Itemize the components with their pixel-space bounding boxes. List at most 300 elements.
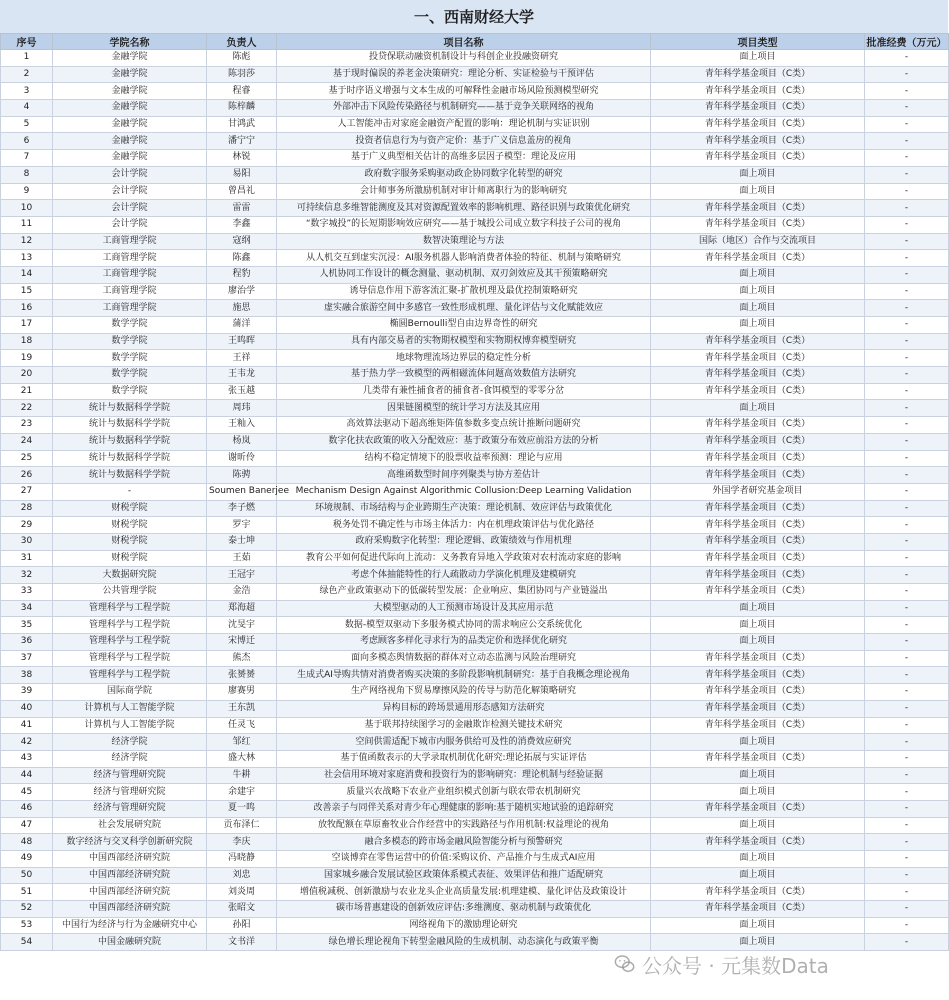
project-type: 外国学者研究基金项目	[651, 483, 865, 500]
row-number: 33	[1, 584, 53, 601]
approved-funding: -	[865, 834, 949, 851]
approved-funding: -	[865, 367, 949, 384]
project-name: 数智决策理论与方法	[277, 233, 651, 250]
college-name: 社会发展研究院	[53, 817, 207, 834]
principal-name: 蒲洋	[207, 317, 277, 334]
table-row	[1, 700, 949, 717]
project-type: 面上项目	[651, 283, 865, 300]
approved-funding: -	[865, 183, 949, 200]
approved-funding: -	[865, 83, 949, 100]
table-row	[1, 634, 949, 651]
project-type: 青年科学基金项目（C类）	[651, 884, 865, 901]
approved-funding: -	[865, 884, 949, 901]
table-row	[1, 667, 949, 684]
principal-name: 刘忠	[207, 867, 277, 884]
row-number: 25	[1, 450, 53, 467]
principal-name: 余建宇	[207, 784, 277, 801]
approved-funding: -	[865, 684, 949, 701]
table-row	[1, 233, 949, 250]
principal-name: 李子燃	[207, 500, 277, 517]
college-name: 经济学院	[53, 734, 207, 751]
college-name: 统计与数据科学学院	[53, 433, 207, 450]
column-header: 学院名称	[53, 34, 207, 50]
row-number: 14	[1, 266, 53, 283]
approved-funding: -	[865, 800, 949, 817]
project-type: 青年科学基金项目（C类）	[651, 383, 865, 400]
college-name: 工商管理学院	[53, 283, 207, 300]
college-name: 工商管理学院	[53, 300, 207, 317]
principal-name: 施思	[207, 300, 277, 317]
principal-name: 甘鸿武	[207, 116, 277, 133]
project-type: 面上项目	[651, 817, 865, 834]
college-name: 数学学院	[53, 333, 207, 350]
approved-funding: -	[865, 233, 949, 250]
table-row	[1, 851, 949, 868]
project-type: 青年科学基金项目（C类）	[651, 417, 865, 434]
approved-funding: -	[865, 934, 949, 951]
principal-name: 孙阳	[207, 917, 277, 934]
approved-funding: -	[865, 901, 949, 918]
project-type: 青年科学基金项目（C类）	[651, 216, 865, 233]
project-type: 青年科学基金项目（C类）	[651, 700, 865, 717]
principal-name: 陈羽莎	[207, 66, 277, 83]
project-name: 诱导信息作用下游客流汇聚-扩散机理及最优控制策略研究	[277, 283, 651, 300]
principal-name: 程豹	[207, 266, 277, 283]
row-number: 28	[1, 500, 53, 517]
project-name: 几类带有兼性捕食者的捕食者-食饵模型的零零分岔	[277, 383, 651, 400]
page-title: 一、西南财经大学	[0, 0, 948, 34]
college-name: 财税学院	[53, 500, 207, 517]
column-header: 序号	[1, 34, 53, 50]
project-type: 面上项目	[651, 300, 865, 317]
project-name: 碳市场普惠建设的创新效应评估:多维测度、驱动机制与政策优化	[277, 901, 651, 918]
college-name: 计算机与人工智能学院	[53, 717, 207, 734]
table-row	[1, 600, 949, 617]
project-type: 面上项目	[651, 617, 865, 634]
project-type: 青年科学基金项目（C类）	[651, 116, 865, 133]
project-type: 青年科学基金项目（C类）	[651, 100, 865, 117]
project-name: 生成式AI导购共情对消费者购买决策的多阶段影响机制研究：基于自我概念理论视角	[277, 667, 651, 684]
principal-name: 王茹	[207, 550, 277, 567]
college-name: 金融学院	[53, 100, 207, 117]
college-name: 金融学院	[53, 83, 207, 100]
project-type: 青年科学基金项目（C类）	[651, 650, 865, 667]
table-row	[1, 834, 949, 851]
college-name: 经济与管理研究院	[53, 767, 207, 784]
row-number: 13	[1, 250, 53, 267]
college-name: 中国金融研究院	[53, 934, 207, 951]
college-name: 中国行为经济与行为金融研究中心	[53, 917, 207, 934]
principal-name: 廖赛男	[207, 684, 277, 701]
principal-name: 寇纲	[207, 233, 277, 250]
table-row	[1, 150, 949, 167]
table-row	[1, 901, 949, 918]
approved-funding: -	[865, 216, 949, 233]
college-name: 工商管理学院	[53, 250, 207, 267]
project-name: 网络视角下的激励理论研究	[277, 917, 651, 934]
table-row	[1, 817, 949, 834]
principal-name: 程睿	[207, 83, 277, 100]
table-row	[1, 584, 949, 601]
project-type: 青年科学基金项目（C类）	[651, 450, 865, 467]
college-name: 金融学院	[53, 133, 207, 150]
project-type: 青年科学基金项目（C类）	[651, 717, 865, 734]
project-type: 青年科学基金项目（C类）	[651, 367, 865, 384]
project-name: 人工智能冲击对家庭金融资产配置的影响：理论机制与实证识别	[277, 116, 651, 133]
project-type: 青年科学基金项目（C类）	[651, 200, 865, 217]
principal-name: 王籼入	[207, 417, 277, 434]
row-number: 50	[1, 867, 53, 884]
college-name: 中国西部经济研究院	[53, 901, 207, 918]
table-row	[1, 183, 949, 200]
row-number: 9	[1, 183, 53, 200]
project-table	[0, 33, 949, 951]
project-name: 高效算法驱动下超高维矩阵值参数多变点统计推断问题研究	[277, 417, 651, 434]
approved-funding: -	[865, 851, 949, 868]
row-number: 40	[1, 700, 53, 717]
project-type: 青年科学基金项目（C类）	[651, 66, 865, 83]
approved-funding: -	[865, 400, 949, 417]
college-name: 大数据研究院	[53, 567, 207, 584]
college-name: 中国西部经济研究院	[53, 867, 207, 884]
approved-funding: -	[865, 166, 949, 183]
principal-name: Soumen Banerjee	[207, 483, 277, 500]
approved-funding: -	[865, 266, 949, 283]
project-type: 青年科学基金项目（C类）	[651, 150, 865, 167]
row-number: 24	[1, 433, 53, 450]
principal-name: 泰士坤	[207, 533, 277, 550]
project-type: 青年科学基金项目（C类）	[651, 333, 865, 350]
project-name: 大模型驱动的人工预测市场设计及其应用示范	[277, 600, 651, 617]
project-type: 面上项目	[651, 634, 865, 651]
table-row	[1, 50, 949, 67]
principal-name: 文书洋	[207, 934, 277, 951]
project-type: 国际（地区）合作与交流项目	[651, 233, 865, 250]
principal-name: 贡布泽仁	[207, 817, 277, 834]
table-row	[1, 684, 949, 701]
principal-name: 任灵飞	[207, 717, 277, 734]
approved-funding: -	[865, 617, 949, 634]
project-name: 考虑个体抽能特性的行人疏散动力学演化机理及建模研究	[277, 567, 651, 584]
approved-funding: -	[865, 467, 949, 484]
project-type: 青年科学基金项目（C类）	[651, 584, 865, 601]
table-row	[1, 483, 949, 500]
table-row	[1, 200, 949, 217]
project-type: 青年科学基金项目（C类）	[651, 500, 865, 517]
project-type: 面上项目	[651, 600, 865, 617]
principal-name: 郑海超	[207, 600, 277, 617]
principal-name: 沈旻宇	[207, 617, 277, 634]
wechat-icon	[614, 953, 636, 975]
project-name: 社会信用环境对家庭消费和投资行为的影响研究：理论机制与经验证据	[277, 767, 651, 784]
table-row	[1, 533, 949, 550]
approved-funding: -	[865, 133, 949, 150]
row-number: 45	[1, 784, 53, 801]
project-name: 税务处罚不确定性与市场主体活力：内在机理政策评估与优化路径	[277, 517, 651, 534]
row-number: 8	[1, 166, 53, 183]
approved-funding: -	[865, 250, 949, 267]
project-name: 国家城乡融合发展试验区政策体系模式表征、效果评估和推广适配研究	[277, 867, 651, 884]
college-name: 管理科学与工程学院	[53, 634, 207, 651]
row-number: 15	[1, 283, 53, 300]
row-number: 54	[1, 934, 53, 951]
row-number: 21	[1, 383, 53, 400]
row-number: 22	[1, 400, 53, 417]
watermark	[614, 950, 934, 978]
project-type: 面上项目	[651, 851, 865, 868]
row-number: 23	[1, 417, 53, 434]
project-name: 基于联邦持续图学习的金融欺诈检测关键技术研究	[277, 717, 651, 734]
approved-funding: -	[865, 550, 949, 567]
college-name: 管理科学与工程学院	[53, 650, 207, 667]
table-row	[1, 884, 949, 901]
principal-name: 熊杰	[207, 650, 277, 667]
table-row	[1, 266, 949, 283]
project-name: Mechanism Design Against Algorithmic Collusion:Deep Learning Validation	[277, 483, 651, 500]
approved-funding: -	[865, 433, 949, 450]
approved-funding: -	[865, 350, 949, 367]
row-number: 31	[1, 550, 53, 567]
principal-name: 牛耕	[207, 767, 277, 784]
row-number: 32	[1, 567, 53, 584]
approved-funding: -	[865, 66, 949, 83]
principal-name: 李庆	[207, 834, 277, 851]
project-name: 增值税减税、创新激励与农业龙头企业高质量发展:机理建模、量化评估及政策设计	[277, 884, 651, 901]
row-number: 20	[1, 367, 53, 384]
project-name: 生产网络视角下贸易摩擦风险的传导与防范化解策略研究	[277, 684, 651, 701]
college-name: 管理科学与工程学院	[53, 617, 207, 634]
approved-funding: -	[865, 383, 949, 400]
project-type: 青年科学基金项目（C类）	[651, 750, 865, 767]
project-name: 结构不稳定情境下的股票收益率预测：理论与应用	[277, 450, 651, 467]
approved-funding: -	[865, 700, 949, 717]
principal-name: 邹红	[207, 734, 277, 751]
project-name: 考虑顾客多样化寻求行为的品类定价和选择优化研究	[277, 634, 651, 651]
row-number: 11	[1, 216, 53, 233]
project-name: 数字化扶农政策的收入分配效应：基于政策分布效应前沿方法的分析	[277, 433, 651, 450]
column-header: 项目名称	[277, 34, 651, 50]
principal-name: 林锐	[207, 150, 277, 167]
project-name: 环境规制、市场结构与企业跨期生产决策：理论机制、效应评估与政策优化	[277, 500, 651, 517]
table-row	[1, 784, 949, 801]
project-name: 空间供需适配下城市内服务供给可及性的消费效应研究	[277, 734, 651, 751]
approved-funding: -	[865, 300, 949, 317]
table-row	[1, 166, 949, 183]
row-number: 5	[1, 116, 53, 133]
project-type: 青年科学基金项目（C类）	[651, 467, 865, 484]
project-name: 基于时序语义增强与文本生成的可解释性金融市场风险预测模型研究	[277, 83, 651, 100]
college-name: 经济学院	[53, 750, 207, 767]
approved-funding: -	[865, 584, 949, 601]
project-type: 面上项目	[651, 400, 865, 417]
row-number: 10	[1, 200, 53, 217]
college-name: -	[53, 483, 207, 500]
approved-funding: -	[865, 450, 949, 467]
project-type: 青年科学基金项目（C类）	[651, 901, 865, 918]
project-name: 基于值函数表示的大学录取机制优化研究:理论拓展与实证评估	[277, 750, 651, 767]
project-type: 青年科学基金项目（C类）	[651, 133, 865, 150]
principal-name: 易阳	[207, 166, 277, 183]
project-name: 政府采购数字化转型：理论逻辑、政策绩效与作用机理	[277, 533, 651, 550]
project-name: 改善亲子与同伴关系对青少年心理健康的影响:基于随机实地试验的追踪研究	[277, 800, 651, 817]
table-row	[1, 717, 949, 734]
college-name: 公共管理学院	[53, 584, 207, 601]
approved-funding: -	[865, 917, 949, 934]
principal-name: 冯晓静	[207, 851, 277, 868]
approved-funding: -	[865, 150, 949, 167]
principal-name: 杨岚	[207, 433, 277, 450]
column-header: 负责人	[207, 34, 277, 50]
approved-funding: -	[865, 784, 949, 801]
principal-name: 王东凯	[207, 700, 277, 717]
project-name: 人机协同工作设计的概念测量、驱动机制、双刃剑效应及其干预策略研究	[277, 266, 651, 283]
college-name: 金融学院	[53, 50, 207, 67]
row-number: 30	[1, 533, 53, 550]
table-row	[1, 216, 949, 233]
college-name: 管理科学与工程学院	[53, 667, 207, 684]
college-name: 统计与数据科学学院	[53, 417, 207, 434]
principal-name: 宋博迁	[207, 634, 277, 651]
column-header: 项目类型	[651, 34, 865, 50]
table-body	[1, 50, 949, 951]
approved-funding: -	[865, 734, 949, 751]
principal-name: 雷雷	[207, 200, 277, 217]
row-number: 49	[1, 851, 53, 868]
college-name: 金融学院	[53, 150, 207, 167]
row-number: 46	[1, 800, 53, 817]
row-number: 38	[1, 667, 53, 684]
approved-funding: -	[865, 533, 949, 550]
project-type: 面上项目	[651, 784, 865, 801]
row-number: 18	[1, 333, 53, 350]
principal-name: 张赟赟	[207, 667, 277, 684]
project-name: 地球物理流场边界层的稳定性分析	[277, 350, 651, 367]
table-row	[1, 83, 949, 100]
project-type: 面上项目	[651, 183, 865, 200]
table-header-row	[1, 34, 949, 50]
project-name: 具有内部交易者的实物期权模型和实物期权博弈模型研究	[277, 333, 651, 350]
table-row	[1, 450, 949, 467]
row-number: 19	[1, 350, 53, 367]
project-type: 青年科学基金项目（C类）	[651, 667, 865, 684]
approved-funding: -	[865, 650, 949, 667]
approved-funding: -	[865, 100, 949, 117]
approved-funding: -	[865, 500, 949, 517]
approved-funding: -	[865, 116, 949, 133]
table-row	[1, 400, 949, 417]
row-number: 43	[1, 750, 53, 767]
principal-name: 王祥	[207, 350, 277, 367]
college-name: 金融学院	[53, 66, 207, 83]
project-type: 青年科学基金项目（C类）	[651, 250, 865, 267]
college-name: 数字经济与交叉科学创新研究院	[53, 834, 207, 851]
college-name: 经济与管理研究院	[53, 784, 207, 801]
project-name: 外部冲击下风险传染路径与机制研究——基于竞争关联网络的视角	[277, 100, 651, 117]
college-name: 管理科学与工程学院	[53, 600, 207, 617]
college-name: 会计学院	[53, 166, 207, 183]
principal-name: 谢昕伶	[207, 450, 277, 467]
approved-funding: -	[865, 667, 949, 684]
principal-name: 张昭文	[207, 901, 277, 918]
table-row	[1, 250, 949, 267]
project-name: 可持续信息多维智能测度及其对资源配置效率的影响机理、路径识别与政策优化研究	[277, 200, 651, 217]
project-type: 面上项目	[651, 317, 865, 334]
row-number: 27	[1, 483, 53, 500]
college-name: 会计学院	[53, 200, 207, 217]
approved-funding: -	[865, 317, 949, 334]
approved-funding: -	[865, 634, 949, 651]
table-row	[1, 750, 949, 767]
college-name: 统计与数据科学学院	[53, 450, 207, 467]
approved-funding: -	[865, 600, 949, 617]
approved-funding: -	[865, 567, 949, 584]
row-number: 47	[1, 817, 53, 834]
table-row	[1, 517, 949, 534]
project-name: 异构目标的跨场景通用形态感知方法研究	[277, 700, 651, 717]
principal-name: 王冠宇	[207, 567, 277, 584]
principal-name: 陈梓麟	[207, 100, 277, 117]
college-name: 经济与管理研究院	[53, 800, 207, 817]
principal-name: 陈鑫	[207, 250, 277, 267]
table-row	[1, 66, 949, 83]
table-row	[1, 317, 949, 334]
table-row	[1, 650, 949, 667]
college-name: 数学学院	[53, 317, 207, 334]
row-number: 36	[1, 634, 53, 651]
watermark-text: 公众号 · 元集数Data	[642, 953, 829, 978]
row-number: 44	[1, 767, 53, 784]
table-row	[1, 617, 949, 634]
project-type: 青年科学基金项目（C类）	[651, 350, 865, 367]
approved-funding: -	[865, 483, 949, 500]
college-name: 数学学院	[53, 383, 207, 400]
principal-name: 周玮	[207, 400, 277, 417]
approved-funding: -	[865, 717, 949, 734]
project-name: “数字城投”的长短期影响效应研究——基于城投公司成立数字科技子公司的视角	[277, 216, 651, 233]
college-name: 财税学院	[53, 517, 207, 534]
table-row	[1, 350, 949, 367]
table-row	[1, 333, 949, 350]
college-name: 中国西部经济研究院	[53, 851, 207, 868]
project-name: 因果链图模型的统计学习方法及其应用	[277, 400, 651, 417]
college-name: 财税学院	[53, 533, 207, 550]
project-name: 数据-模型双驱动下多服务模式协同的需求响应公交系统优化	[277, 617, 651, 634]
table-row	[1, 934, 949, 951]
college-name: 数学学院	[53, 350, 207, 367]
principal-name: 盛大林	[207, 750, 277, 767]
project-type: 青年科学基金项目（C类）	[651, 800, 865, 817]
principal-name: 曾昌礼	[207, 183, 277, 200]
project-name: 基于现时偏误的养老金决策研究：理论分析、实证检验与干预评估	[277, 66, 651, 83]
project-name: 空谈博弈在零售运营中的价值:采购议价、产品推介与生成式AI应用	[277, 851, 651, 868]
college-name: 会计学院	[53, 216, 207, 233]
approved-funding: -	[865, 867, 949, 884]
row-number: 42	[1, 734, 53, 751]
project-name: 基于广义典型相关估计的高维多层因子模型：理论及应用	[277, 150, 651, 167]
project-type: 面上项目	[651, 767, 865, 784]
row-number: 4	[1, 100, 53, 117]
table-row	[1, 734, 949, 751]
table-row	[1, 917, 949, 934]
project-name: 绿色增长理论视角下转型金融风险的生成机制、动态演化与政策平衡	[277, 934, 651, 951]
principal-name: 张玉越	[207, 383, 277, 400]
project-type: 面上项目	[651, 734, 865, 751]
table-row	[1, 100, 949, 117]
college-name: 计算机与人工智能学院	[53, 700, 207, 717]
row-number: 26	[1, 467, 53, 484]
project-name: 教育公平如何促进代际向上流动：义务教育异地入学政策对农村流动家庭的影响	[277, 550, 651, 567]
principal-name: 罗宇	[207, 517, 277, 534]
